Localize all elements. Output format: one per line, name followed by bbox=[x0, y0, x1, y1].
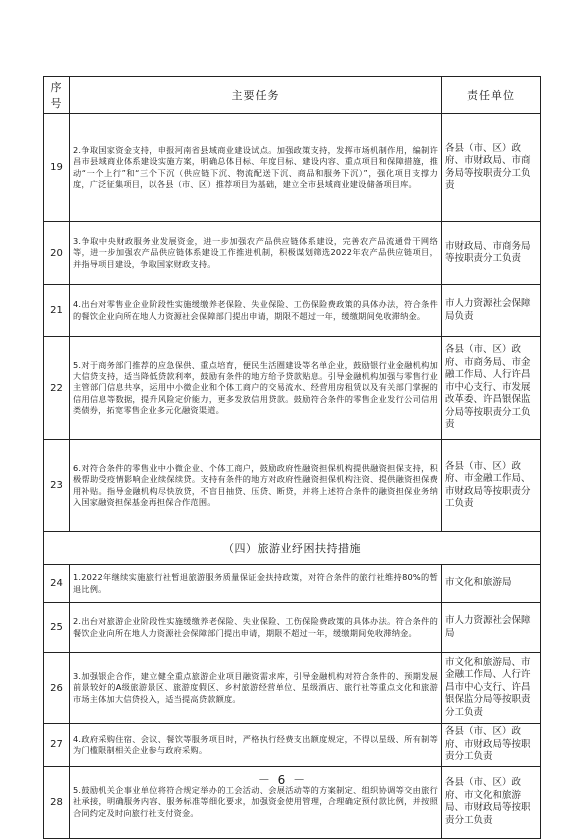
row-num: 25 bbox=[44, 603, 70, 653]
row-task: 3.加强银企合作，建立健全重点旅游企业项目融资需求库，引导金融机构对符合条件的、预期发展前景较好的A级旅游景区、旅游度假区、乡村旅游经营单位、星级酒店、旅行社等重点文化和旅游市场主体加大信贷投入，适当提高贷款额度。 bbox=[70, 653, 442, 724]
header-num: 序号 bbox=[44, 77, 70, 114]
row-num: 19 bbox=[44, 114, 70, 222]
header-unit: 责任单位 bbox=[442, 77, 541, 114]
row-task: 2.出台对旅游企业阶段性实施缓缴养老保险、失业保险、工伤保险费政策的具体办法。符合条件的餐饮企业向所在地人力资源社会保障部门提出申请，期限不超过一年，缓缴期间免收滞纳金。 bbox=[70, 603, 442, 653]
row-unit: 市财政局、市商务局等按职责分工负责 bbox=[442, 222, 541, 285]
row-task: 5.对于商务部门推荐的应急保供、重点培育，便民生活圈建设等名单企业，鼓励银行业金融机构加大信贷支持，适当降低贷款利率，鼓励有条件的地方给予贷款贴息。引导金融机构加强与零售行业主管部门信息共享，运用中小微企业和个体工商户的交易流水、经营用房租赁以及有关部门掌握的信用信息等数据，提升风险定价能力，更多发放信用贷款。鼓励符合条件的零售企业发行公司信用类债券，拓宽零售企业多元化融资渠道。 bbox=[70, 337, 442, 440]
row-task: 5.鼓励机关企事业单位将符合规定举办的工会活动、会展活动等的方案制定、组织协调等交由旅行社承接，明确服务内容、服务标准等细化要求，加强资金使用管理，合理确定预付款比例，并按照合同约定及时向旅行社支付资金。 bbox=[70, 766, 442, 838]
row-unit: 各县（市、区）政府、市商务局、市金融工作局、人行许昌市中心支行、市发展改革委、许昌银保监分局等按职责分工负责 bbox=[442, 337, 541, 440]
row-unit: 市人力资源社会保障局 bbox=[442, 603, 541, 653]
row-task: 4.出台对零售业企业阶段性实施缓缴养老保险、失业保险、工伤保险费政策的具体办法，符合条件的餐饮企业向所在地人力资源社会保障部门提出申请，期限不超过一年，缓缴期间免收滞纳金。 bbox=[70, 285, 442, 337]
table-row bbox=[44, 565, 541, 603]
row-unit: 市文化和旅游局 bbox=[442, 565, 541, 603]
row-unit: 各县（市、区）政府、市文化和旅游局、市财政局等按职责分工负责 bbox=[442, 766, 541, 838]
task-table bbox=[43, 76, 541, 839]
row-num: 21 bbox=[44, 285, 70, 337]
row-num: 20 bbox=[44, 222, 70, 285]
row-unit: 各县（市、区）政府、市财政局、市商务局等按职责分工负责 bbox=[442, 114, 541, 222]
table-row bbox=[44, 603, 541, 653]
row-task: 6.对符合条件的零售业中小微企业、个体工商户，鼓励政府性融资担保机构提供融资担保支持，积极帮助受疫情影响企业续保续贷。支持有条件的地方对政府性融资担保机构注资、提供融资担保费用补贴。指导金融机构尽快放贷，不盲目抽贷、压贷、断贷，并将上述符合条件的融资担保业务纳入国家融资担保基金再担保合作范围。 bbox=[70, 440, 442, 532]
row-task: 4.政府采购住宿、会议、餐饮等服务项目时，严格执行经费支出额度规定，不得以星级、所有制等为门槛限制相关企业参与政府采购。 bbox=[70, 724, 442, 767]
header-task: 主要任务 bbox=[70, 77, 442, 114]
row-num: 26 bbox=[44, 653, 70, 724]
table-row bbox=[44, 114, 541, 222]
row-task: 1.2022年继续实施旅行社暂退旅游服务质量保证金扶持政策，对符合条件的旅行社维持80%的暂退比例。 bbox=[70, 565, 442, 603]
row-num: 23 bbox=[44, 440, 70, 532]
section-title: （四）旅游业纾困扶持措施 bbox=[44, 532, 541, 565]
row-unit: 市文化和旅游局、市金融工作局、人行许昌市中心支行、许昌银保监分局等按职责分工负责 bbox=[442, 653, 541, 724]
row-unit: 各县（市、区）政府、市金融工作局、市财政局等按职责分工负责 bbox=[442, 440, 541, 532]
table-row bbox=[44, 337, 541, 440]
row-task: 3.争取中央财政服务业发展资金，进一步加强农产品供应链体系建设，完善农产品流通骨干网络等，进一步加强农产品供应链体系建设工作推进机制，积极谋划筛选2022年农产品供应链项目，并指导项目建设，争取国家财政支持。 bbox=[70, 222, 442, 285]
section-heading-row bbox=[44, 532, 541, 565]
table-row bbox=[44, 440, 541, 532]
row-unit: 市人力资源社会保障局负责 bbox=[442, 285, 541, 337]
row-task: 2.争取国家资金支持，申报河南省县域商业建设试点。加强政策支持，发挥市场机制作用，编制许昌市县域商业体系建设实施方案，明确总体目标、年度目标、建设内容、重点项目和保障措施，推动“一个上行”和“三个下沉（供应链下沉、物流配送下沉、商品和服务下沉）”，强化项目支撑力度，广泛征集项目，以各县（市、区）推荐项目为基础，建立全市县域商业建设储备项目库。 bbox=[70, 114, 442, 222]
table-row bbox=[44, 724, 541, 767]
row-unit: 各县（市、区）政府、市财政局等按职责分工负责 bbox=[442, 724, 541, 767]
table-row bbox=[44, 222, 541, 285]
table-header-row bbox=[44, 77, 541, 114]
page-number: － 6 － bbox=[257, 773, 308, 787]
row-num: 27 bbox=[44, 724, 70, 767]
row-num: 24 bbox=[44, 565, 70, 603]
table-row bbox=[44, 285, 541, 337]
table-row bbox=[44, 653, 541, 724]
row-num: 22 bbox=[44, 337, 70, 440]
row-num: 28 bbox=[44, 766, 70, 838]
